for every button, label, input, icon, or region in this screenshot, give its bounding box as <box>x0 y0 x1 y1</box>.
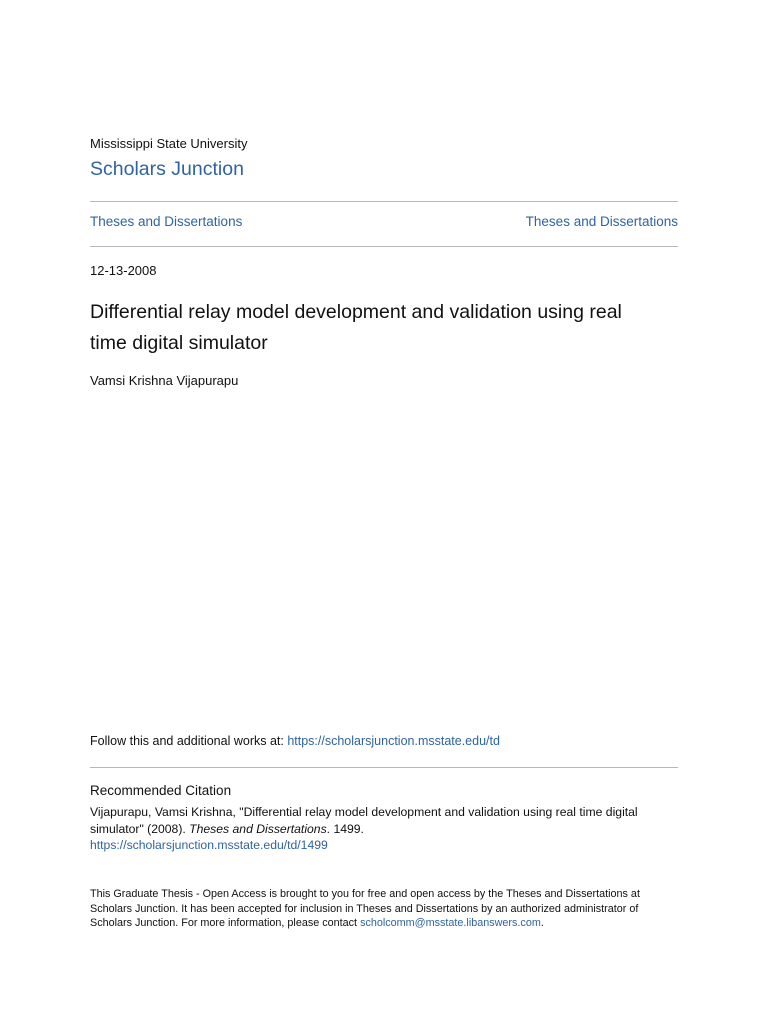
university-name: Mississippi State University <box>90 136 248 151</box>
document-title <box>90 297 678 359</box>
divider-top <box>90 201 678 202</box>
contact-email-link[interactable]: scholcomm@msstate.libanswers.com <box>360 917 541 929</box>
cover-page <box>90 0 678 1024</box>
follow-line <box>90 734 500 748</box>
repository-link[interactable]: Scholars Junction <box>90 158 244 180</box>
citation-line-2-suffix: . 1499. <box>326 821 364 836</box>
divider-bottom <box>90 767 678 768</box>
divider-middle <box>90 246 678 247</box>
citation-line-1: Vijapurapu, Vamsi Krishna, "Differential relay model development and validation using real time digital <box>90 805 638 819</box>
citation-journal: Theses and Dissertations <box>189 821 327 836</box>
follow-prefix: Follow this and additional works at: <box>90 734 288 748</box>
author-name: Vamsi Krishna Vijapurapu <box>90 373 239 388</box>
notice-line-2: Scholars Junction. It has been accepted for inclusion in Theses and Dissertations by an authorized administrator of <box>90 902 639 915</box>
title-line-1: Differential relay model development and validation using real <box>90 301 622 323</box>
notice-line-3-suffix: . <box>540 917 544 929</box>
citation-text <box>90 804 678 854</box>
notice-line-3-prefix: Scholars Junction. For more information, please contact <box>90 917 361 929</box>
citation-url-link[interactable]: https://scholarsjunction.msstate.edu/td/1499 <box>90 838 328 852</box>
citation-heading: Recommended Citation <box>90 783 232 798</box>
collection-link-right[interactable]: Theses and Dissertations <box>525 214 678 229</box>
title-line-2: time digital simulator <box>90 332 268 354</box>
citation-line-2-prefix: simulator" (2008). <box>90 821 190 836</box>
collection-link-left[interactable]: Theses and Dissertations <box>90 214 243 229</box>
access-notice <box>90 887 678 931</box>
follow-url-link[interactable]: https://scholarsjunction.msstate.edu/td <box>287 734 500 748</box>
notice-line-1: This Graduate Thesis - Open Access is brought to you for free and open access by the Theses and Dissertations at <box>90 888 640 900</box>
publication-date: 12-13-2008 <box>90 263 157 278</box>
